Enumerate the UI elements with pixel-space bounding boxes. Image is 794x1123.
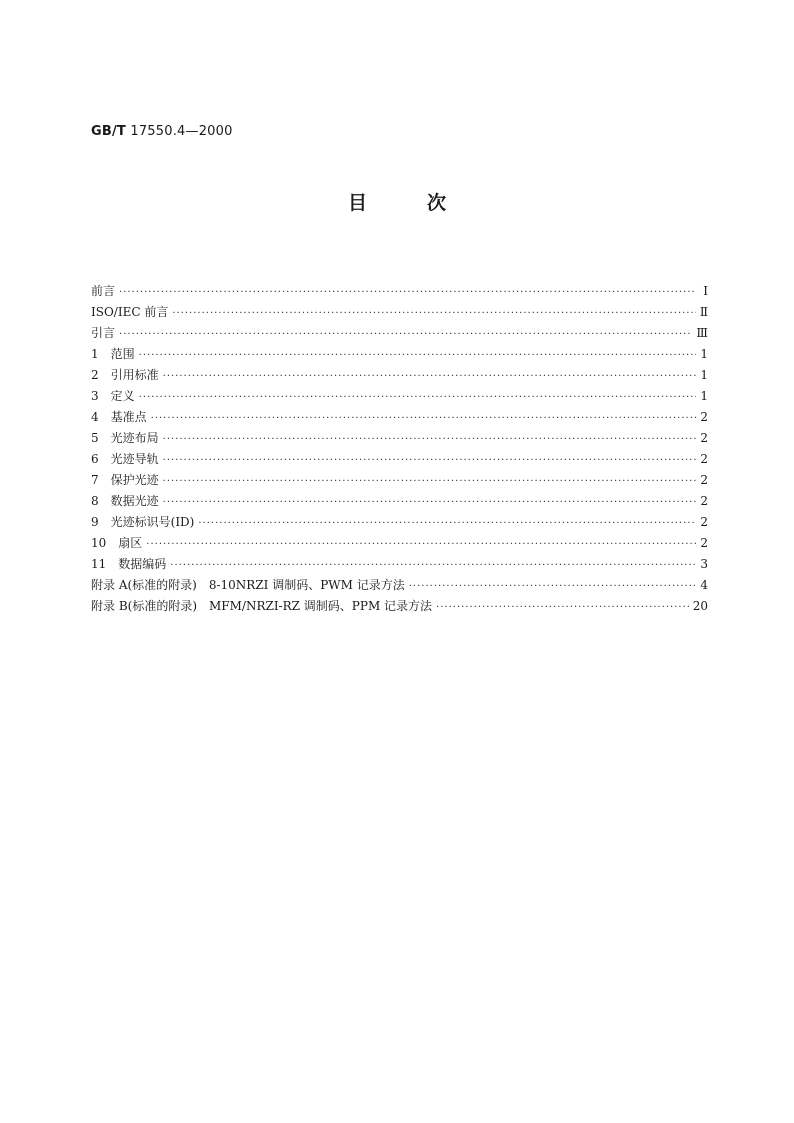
dot-leader xyxy=(139,387,696,408)
toc-entry-foreword[interactable] xyxy=(91,281,708,302)
toc-entry-page: 2 xyxy=(700,515,708,529)
standard-number xyxy=(91,124,233,139)
dot-leader xyxy=(170,555,696,576)
toc-entry-label: 引言 xyxy=(91,326,116,340)
table-of-contents xyxy=(91,281,708,617)
toc-entry-label: ISO/IEC 前言 xyxy=(91,305,169,319)
toc-entry-label: 8 数据光迹 xyxy=(91,494,159,508)
toc-entry-iso-foreword[interactable] xyxy=(91,302,708,323)
dot-leader xyxy=(198,513,696,534)
toc-entry-page: 4 xyxy=(700,578,708,592)
toc-entry-label: 9 光迹标识号(ID) xyxy=(91,515,195,529)
toc-entry-track-id[interactable] xyxy=(91,512,708,533)
toc-entry-introduction[interactable] xyxy=(91,323,708,344)
toc-entry-guard-track[interactable] xyxy=(91,470,708,491)
dot-leader xyxy=(146,534,696,555)
toc-entry-label: 2 引用标准 xyxy=(91,368,159,382)
dot-leader xyxy=(163,450,696,471)
toc-entry-normative-references[interactable] xyxy=(91,365,708,386)
standard-prefix: GB/T xyxy=(91,124,126,139)
toc-entry-page: Ⅰ xyxy=(703,284,708,298)
toc-entry-page: 2 xyxy=(700,536,708,550)
toc-entry-label: 4 基准点 xyxy=(91,410,147,424)
dot-leader xyxy=(163,429,696,450)
toc-entry-label: 1 范围 xyxy=(91,347,135,361)
toc-entry-page: 20 xyxy=(692,599,708,613)
toc-entry-label: 7 保护光迹 xyxy=(91,473,159,487)
page-title: 目次 xyxy=(347,192,506,214)
toc-entry-page: 1 xyxy=(700,389,708,403)
dot-leader xyxy=(163,471,696,492)
dot-leader xyxy=(409,576,696,597)
toc-entry-reference-point[interactable] xyxy=(91,407,708,428)
toc-entry-page: 2 xyxy=(700,494,708,508)
toc-entry-annex-b[interactable] xyxy=(91,596,708,617)
toc-entry-page: 1 xyxy=(700,368,708,382)
toc-entry-label: 5 光迹布局 xyxy=(91,431,159,445)
toc-entry-scope[interactable] xyxy=(91,344,708,365)
toc-entry-page: Ⅲ xyxy=(696,326,708,340)
toc-entry-page: 2 xyxy=(700,473,708,487)
toc-entry-track-layout[interactable] xyxy=(91,428,708,449)
toc-entry-label: 11 数据编码 xyxy=(91,557,167,571)
toc-entry-label: 6 光迹导轨 xyxy=(91,452,159,466)
toc-entry-sector[interactable] xyxy=(91,533,708,554)
dot-leader xyxy=(172,303,696,324)
toc-entry-page: 2 xyxy=(700,452,708,466)
toc-entry-label: 前言 xyxy=(91,284,116,298)
dot-leader xyxy=(119,282,696,303)
dot-leader xyxy=(436,597,689,618)
toc-entry-label: 10 扇区 xyxy=(91,536,143,550)
toc-entry-track-guide[interactable] xyxy=(91,449,708,470)
toc-entry-page: 3 xyxy=(700,557,708,571)
toc-entry-definitions[interactable] xyxy=(91,386,708,407)
dot-leader xyxy=(151,408,696,429)
toc-entry-label: 附录 A(标准的附录) 8-10NRZI 调制码、PWM 记录方法 xyxy=(91,578,405,592)
dot-leader xyxy=(163,492,696,513)
toc-entry-page: Ⅱ xyxy=(699,305,708,319)
toc-entry-annex-a[interactable] xyxy=(91,575,708,596)
toc-entry-label: 3 定义 xyxy=(91,389,135,403)
toc-entry-data-track[interactable] xyxy=(91,491,708,512)
toc-entry-page: 2 xyxy=(700,431,708,445)
dot-leader xyxy=(163,366,696,387)
toc-entry-page: 2 xyxy=(700,410,708,424)
toc-entry-data-encoding[interactable] xyxy=(91,554,708,575)
dot-leader xyxy=(119,324,692,345)
toc-entry-page: 1 xyxy=(700,347,708,361)
dot-leader xyxy=(139,345,696,366)
toc-entry-label: 附录 B(标准的附录) MFM/NRZI-RZ 调制码、PPM 记录方法 xyxy=(91,599,433,613)
standard-code: 17550.4—2000 xyxy=(130,124,233,139)
